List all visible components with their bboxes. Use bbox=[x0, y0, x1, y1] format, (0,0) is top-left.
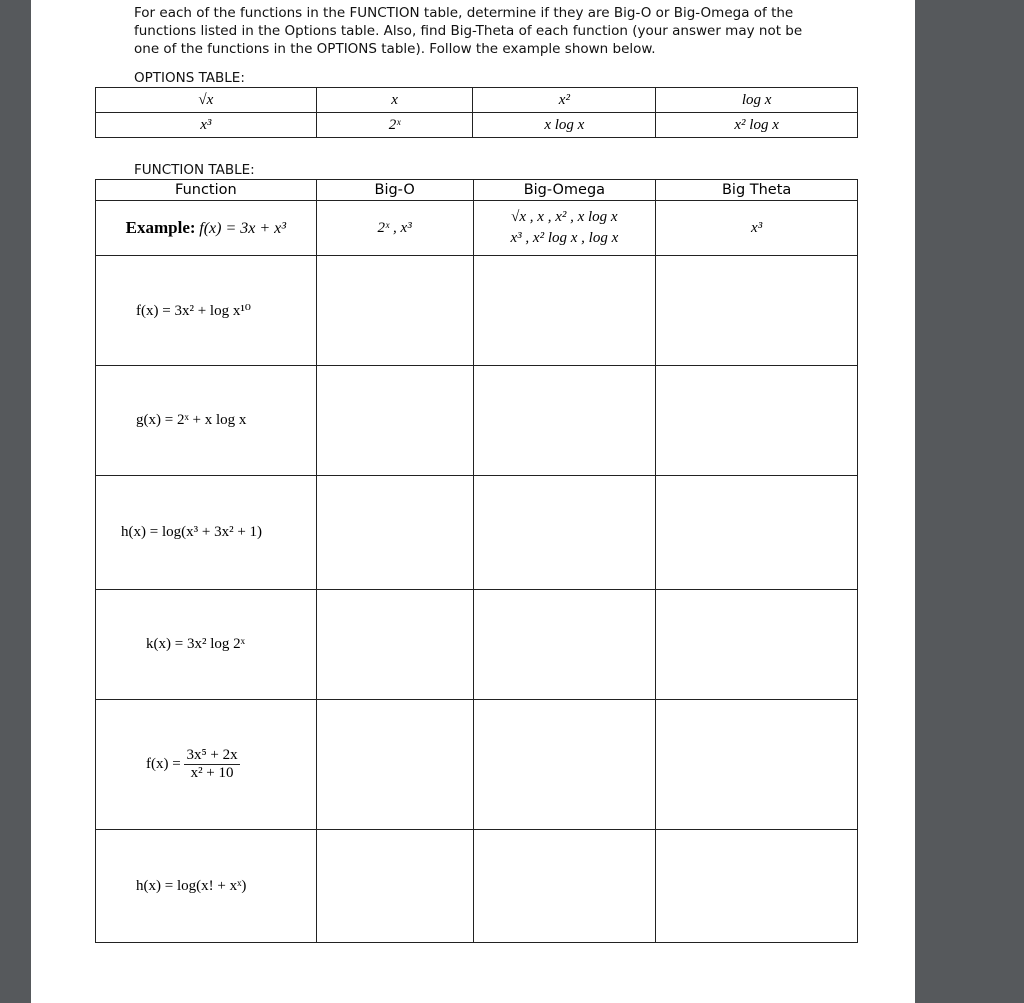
document-page bbox=[31, 0, 915, 1003]
example-function: f(x) = 3x + x³ bbox=[199, 220, 287, 237]
header-function: Function bbox=[96, 180, 317, 201]
function-cell: h(x) = log(x! + xˣ) bbox=[96, 830, 317, 943]
option-cell: x² bbox=[473, 88, 656, 113]
function-cell: g(x) = 2ˣ + x log x bbox=[96, 366, 317, 476]
instruction-line: functions listed in the Options table. Also, find Big-Theta of each function (your answer may not be bbox=[134, 23, 803, 39]
table-row bbox=[96, 366, 858, 476]
answer-cell-big-omega[interactable] bbox=[473, 830, 656, 943]
answer-cell-big-omega[interactable] bbox=[473, 700, 656, 830]
function-prefix: f(x) = bbox=[146, 756, 181, 772]
header-row bbox=[96, 180, 858, 201]
header-big-omega: Big-Omega bbox=[473, 180, 656, 201]
answer-cell-big-o[interactable] bbox=[316, 590, 473, 700]
table-row bbox=[96, 700, 858, 830]
table-row bbox=[96, 476, 858, 590]
answer-cell-big-theta[interactable] bbox=[656, 256, 858, 366]
option-cell: 2ˣ bbox=[316, 113, 473, 138]
options-table-label: OPTIONS TABLE: bbox=[134, 70, 245, 86]
answer-cell-big-omega[interactable] bbox=[473, 256, 656, 366]
answer-cell-big-o[interactable] bbox=[316, 700, 473, 830]
options-table bbox=[95, 87, 858, 138]
answer-cell-big-theta[interactable] bbox=[656, 700, 858, 830]
instruction-line: For each of the functions in the FUNCTION table, determine if they are Big-O or Big-Omega of the bbox=[134, 5, 794, 21]
options-row bbox=[96, 88, 858, 113]
answer-cell-big-o[interactable] bbox=[316, 476, 473, 590]
function-table-label: FUNCTION TABLE: bbox=[134, 162, 255, 178]
option-cell: x log x bbox=[473, 113, 656, 138]
options-row bbox=[96, 113, 858, 138]
answer-cell-big-theta[interactable] bbox=[656, 830, 858, 943]
function-cell: f(x) = 3x² + log x¹⁰ bbox=[96, 256, 317, 366]
example-label: Example: bbox=[125, 218, 196, 237]
function-table bbox=[95, 179, 858, 943]
example-big-theta: x³ bbox=[656, 201, 858, 256]
option-cell: √x bbox=[96, 88, 317, 113]
function-cell bbox=[96, 700, 317, 830]
example-big-omega-line: x³ , x² log x , log x bbox=[510, 230, 619, 246]
instruction-line: one of the functions in the OPTIONS table). Follow the example shown below. bbox=[134, 41, 656, 57]
option-cell: x² log x bbox=[656, 113, 858, 138]
function-cell: k(x) = 3x² log 2ˣ bbox=[96, 590, 317, 700]
answer-cell-big-omega[interactable] bbox=[473, 590, 656, 700]
answer-cell-big-theta[interactable] bbox=[656, 476, 858, 590]
table-row bbox=[96, 830, 858, 943]
answer-cell-big-omega[interactable] bbox=[473, 476, 656, 590]
option-cell: x bbox=[316, 88, 473, 113]
answer-cell-big-o[interactable] bbox=[316, 830, 473, 943]
table-row bbox=[96, 590, 858, 700]
answer-cell-big-theta[interactable] bbox=[656, 366, 858, 476]
fraction-denominator: x² + 10 bbox=[190, 765, 234, 781]
header-big-o: Big-O bbox=[316, 180, 473, 201]
example-function-cell bbox=[96, 201, 317, 256]
fraction bbox=[184, 747, 239, 782]
answer-cell-big-o[interactable] bbox=[316, 366, 473, 476]
header-big-theta: Big Theta bbox=[656, 180, 858, 201]
answer-cell-big-theta[interactable] bbox=[656, 590, 858, 700]
option-cell: log x bbox=[656, 88, 858, 113]
option-cell: x³ bbox=[96, 113, 317, 138]
example-big-omega-line: √x , x , x² , x log x bbox=[511, 209, 618, 225]
instructions bbox=[134, 4, 834, 58]
function-cell: h(x) = log(x³ + 3x² + 1) bbox=[96, 476, 317, 590]
example-big-o: 2ˣ , x³ bbox=[316, 201, 473, 256]
answer-cell-big-o[interactable] bbox=[316, 256, 473, 366]
table-row bbox=[96, 256, 858, 366]
answer-cell-big-omega[interactable] bbox=[473, 366, 656, 476]
example-row bbox=[96, 201, 858, 256]
fraction-numerator: 3x⁵ + 2x bbox=[186, 747, 238, 763]
example-big-omega bbox=[473, 201, 656, 256]
